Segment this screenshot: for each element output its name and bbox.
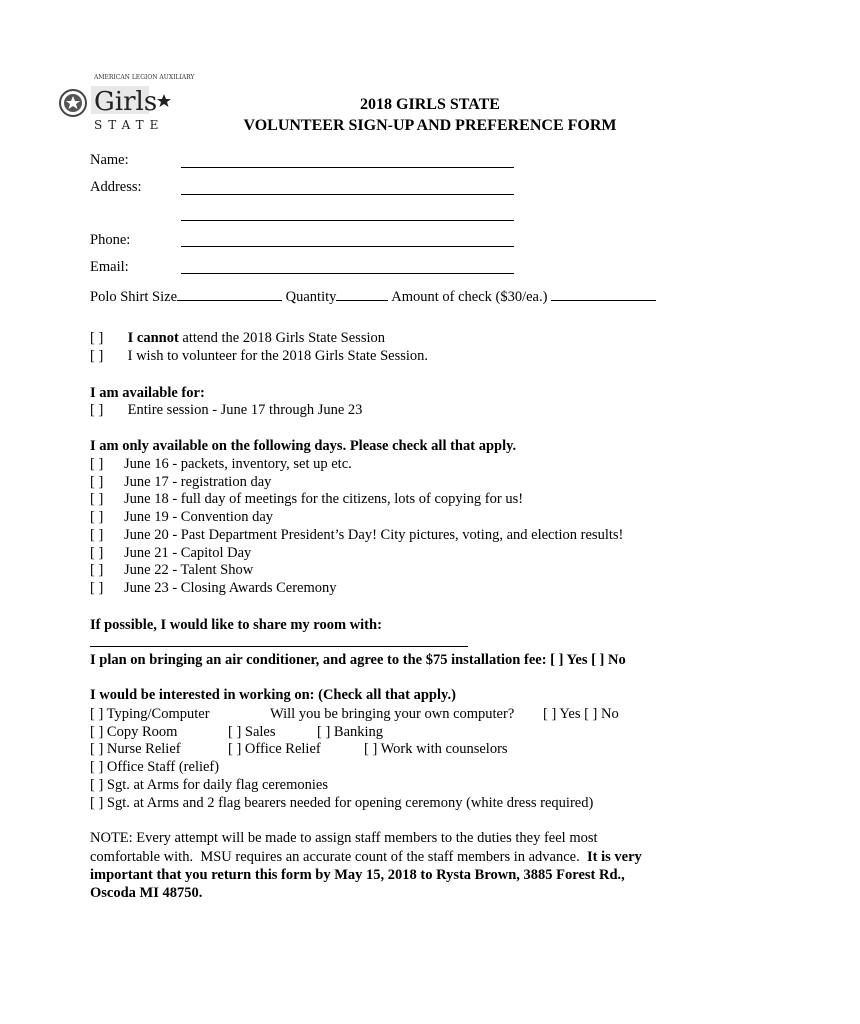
checkbox[interactable]: [ ]	[90, 527, 104, 543]
cannot-bold: I cannot	[127, 330, 179, 346]
checkbox[interactable]: [ ]	[90, 509, 104, 525]
day-text: June 19 - Convention day	[124, 509, 274, 525]
checkbox[interactable]: [ ]	[90, 330, 104, 346]
quantity-field[interactable]	[336, 286, 388, 301]
day-option[interactable]	[90, 509, 273, 526]
day-text: June 23 - Closing Awards Ceremony	[124, 580, 337, 596]
address-label: Address:	[90, 179, 142, 195]
polo-size-label: Polo Shirt Size	[90, 289, 178, 305]
available-heading: I am available for:	[90, 385, 205, 401]
address-field-line1[interactable]	[181, 194, 514, 195]
checkbox[interactable]: [ ]	[90, 562, 104, 578]
name-field[interactable]	[181, 167, 514, 168]
note-line1: NOTE: Every attempt will be made to assign staff members to the duties they feel most	[90, 830, 598, 846]
work-option-copy[interactable]: [ ] Copy Room	[90, 724, 178, 740]
form-title-year: 2018 GIRLS STATE	[360, 96, 500, 113]
work-heading: I would be interested in working on: (Check all that apply.)	[90, 687, 456, 703]
cannot-rest: attend the 2018 Girls State Session	[178, 330, 385, 346]
day-option[interactable]	[90, 456, 352, 473]
checkbox[interactable]: [ ]	[90, 348, 104, 364]
name-label: Name:	[90, 152, 129, 168]
checkbox[interactable]: [ ]	[90, 491, 104, 507]
address-field-line2[interactable]	[181, 220, 514, 221]
day-option[interactable]	[90, 580, 337, 597]
work-option-office-relief[interactable]: [ ] Office Relief	[228, 741, 321, 757]
work-option-office-staff[interactable]: [ ] Office Staff (relief)	[90, 759, 220, 775]
day-option[interactable]	[90, 527, 623, 544]
room-field[interactable]	[90, 646, 468, 647]
note-line2	[90, 849, 642, 866]
work-option-sales[interactable]: [ ] Sales	[228, 724, 276, 740]
polo-size-field[interactable]	[177, 286, 282, 301]
ac-statement[interactable]: I plan on bringing an air conditioner, and agree to the $75 installation fee: [ ] Yes [ ] No	[90, 652, 626, 668]
volunteer-option[interactable]	[90, 348, 428, 365]
work-option-nurse[interactable]: [ ] Nurse Relief	[90, 741, 181, 757]
form-title: VOLUNTEER SIGN-UP AND PREFERENCE FORM	[243, 117, 617, 134]
work-option-sgt-opening[interactable]: [ ] Sgt. at Arms and 2 flag bearers needed for opening ceremony (white dress required)	[90, 795, 594, 811]
note-line2-plain: comfortable with. MSU requires an accurate count of the staff members in advance.	[90, 849, 587, 865]
note-line3: important that you return this form by May 15, 2018 to Rysta Brown, 3885 Forest Rd.,	[90, 867, 625, 883]
work-option-typing[interactable]: [ ] Typing/Computer	[90, 706, 210, 722]
note-line2-bold: It is very	[587, 849, 642, 865]
checkbox[interactable]: [ ]	[90, 474, 104, 490]
note-line4: Oscoda MI 48750.	[90, 885, 203, 901]
logo-sub: STATE	[94, 118, 165, 132]
room-heading: If possible, I would like to share my room with:	[90, 617, 382, 633]
day-text: June 18 - full day of meetings for the citizens, lots of copying for us!	[124, 491, 524, 507]
day-text: June 22 - Talent Show	[124, 562, 254, 578]
checkbox[interactable]: [ ]	[90, 580, 104, 596]
checkbox[interactable]: [ ]	[90, 402, 104, 418]
computer-question: Will you be bringing your own computer?	[270, 706, 515, 722]
amount-field[interactable]	[551, 286, 656, 301]
quantity-label: Quantity	[285, 289, 337, 305]
checkbox[interactable]: [ ]	[90, 545, 104, 561]
day-option[interactable]	[90, 474, 271, 491]
day-text: June 20 - Past Department President’s Day! City pictures, voting, and election results!	[124, 527, 624, 543]
volunteer-text: I wish to volunteer for the 2018 Girls State Session.	[127, 348, 429, 364]
email-field[interactable]	[181, 273, 514, 274]
work-option-banking[interactable]: [ ] Banking	[317, 724, 384, 740]
amount-label: Amount of check ($30/ea.)	[391, 289, 548, 305]
phone-field[interactable]	[181, 246, 514, 247]
entire-session-text: Entire session - June 17 through June 23	[127, 402, 363, 418]
computer-answer[interactable]: [ ] Yes [ ] No	[543, 706, 619, 722]
days-heading: I am only available on the following days. Please check all that apply.	[90, 438, 517, 454]
day-option[interactable]	[90, 562, 253, 579]
day-option[interactable]	[90, 545, 251, 562]
day-text: June 17 - registration day	[124, 474, 272, 490]
day-text: June 16 - packets, inventory, set up etc.	[124, 456, 352, 472]
day-text: June 21 - Capitol Day	[124, 545, 252, 561]
logo-top-text: AMERICAN LEGION AUXILIARY	[94, 74, 195, 81]
checkbox[interactable]: [ ]	[90, 456, 104, 472]
phone-label: Phone:	[90, 232, 131, 248]
work-option-sgt-daily[interactable]: [ ] Sgt. at Arms for daily flag ceremonies	[90, 777, 328, 793]
logo-word: Girls	[94, 87, 158, 117]
entire-session-option[interactable]	[90, 402, 362, 419]
polo-row	[90, 286, 656, 306]
email-label: Email:	[90, 259, 129, 275]
work-option-counselors[interactable]: [ ] Work with counselors	[364, 741, 508, 757]
cannot-attend-option[interactable]	[90, 330, 385, 347]
day-option[interactable]	[90, 491, 523, 508]
